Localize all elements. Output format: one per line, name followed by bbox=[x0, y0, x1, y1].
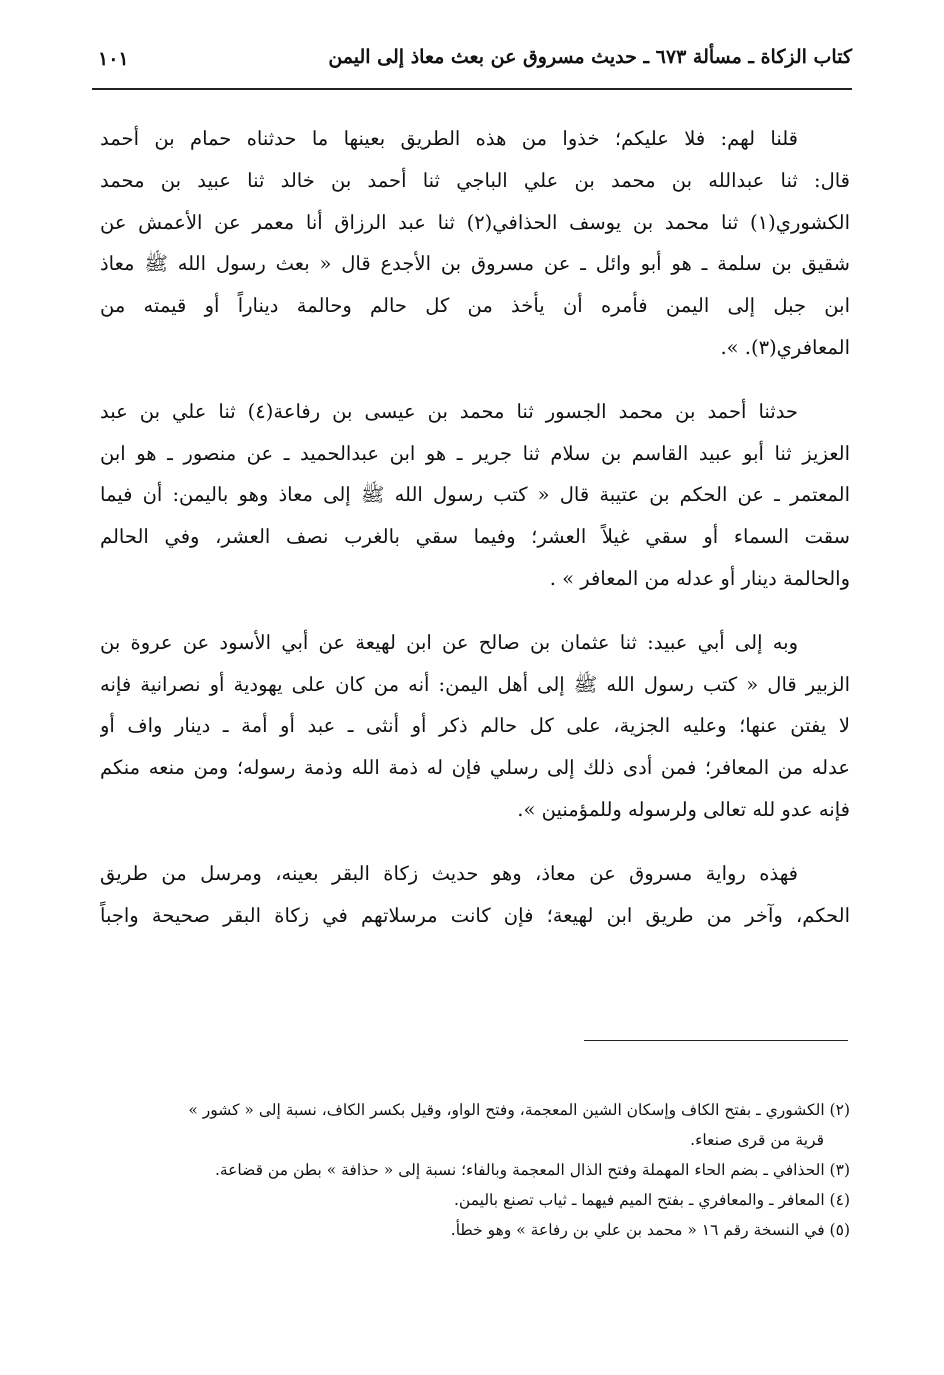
text-line: شقيق بن سلمة ـ هو أبو وائل ـ عن مسروق بن الأجدع قال « بعث رسول الله ﷺ معاذ bbox=[100, 252, 850, 276]
paragraph-2 bbox=[100, 391, 850, 600]
text-line: عدله من المعافر؛ فمن أدى ذلك إلى رسلي فإن له ذمة الله وذمة رسوله؛ ومن منعه منكم bbox=[100, 756, 850, 780]
text-line: فهذه رواية مسروق عن معاذ، وهو حديث زكاة البقر بعينه، ومرسل من طريق bbox=[100, 861, 798, 885]
header-title: كتاب الزكاة ـ مسألة ٦٧٣ ـ حديث مسروق عن بعث معاذ إلى اليمن bbox=[328, 46, 852, 68]
page-number: ١٠١ bbox=[98, 48, 129, 70]
text-line: لا يفتن عنها؛ وعليه الجزية، على كل حالم ذكر أو أنثى ـ عبد أو أمة ـ دينار واف أو bbox=[100, 714, 850, 738]
text-line: الكشوري(١) ثنا محمد بن يوسف الحذافي(٢) ثنا عبد الرزاق أنا معمر عن الأعمش عن bbox=[100, 210, 850, 234]
paragraph-4 bbox=[100, 853, 850, 937]
text-line: فإنه عدو لله تعالى ولرسوله وللمؤمنين ». bbox=[517, 797, 850, 821]
footnote-line: (٣) الحذافي ـ بضم الحاء المهملة وفتح الذال المعجمة وبالفاء؛ نسبة إلى « حذافة » بطن من قضاعة. bbox=[214, 1161, 850, 1179]
main-text bbox=[100, 118, 850, 936]
footnote-line: قرية من قرى صنعاء. bbox=[690, 1131, 824, 1149]
text-line: المعافري(٣). ». bbox=[720, 335, 850, 359]
text-line: المعتمر ـ عن الحكم بن عتيبة قال « كتب رسول الله ﷺ إلى معاذ وهو باليمن: أن فيما bbox=[100, 483, 850, 507]
footnote-line: (٢) الكشوري ـ بفتح الكاف وإسكان الشين المعجمة، وفتح الواو، وقيل بكسر الكاف، نسبة إلى « كشور » bbox=[188, 1101, 850, 1119]
text-line: الزبير قال « كتب رسول الله ﷺ إلى أهل اليمن: أنه من كان على يهودية أو نصرانية فإنه bbox=[100, 672, 850, 696]
text-line: قال: ثنا عبدالله بن محمد بن علي الباجي ثنا أحمد بن خالد ثنا عبيد بن محمد bbox=[100, 168, 850, 192]
footnotes bbox=[100, 1095, 850, 1245]
footnote-line: (٥) في النسخة رقم ١٦ « محمد بن علي بن رفاعة » وهو خطأ. bbox=[450, 1221, 850, 1239]
text-line: قلنا لهم: فلا عليكم؛ خذوا من هذه الطريق بعينها ما حدثناه حمام بن أحمد bbox=[100, 127, 798, 150]
text-line: ابن جبل إلى اليمن فأمره أن يأخذ من كل حالم وحالمة ديناراً أو قيمته من bbox=[100, 294, 850, 318]
text-line: حدثنا أحمد بن محمد الجسور ثنا محمد بن عيسى بن رفاعة(٤) ثنا علي بن عبد bbox=[100, 399, 798, 423]
running-header bbox=[92, 40, 852, 90]
footnote-divider bbox=[584, 1040, 848, 1041]
footnote-line: (٤) المعافر ـ والمعافري ـ بفتح الميم فيهما ـ ثياب تصنع باليمن. bbox=[453, 1191, 850, 1209]
text-line: سقت السماء أو سقي غيلاً العشر؛ وفيما سقي بالغرب نصف العشر، وفي الحالم bbox=[100, 525, 850, 549]
text-line: والحالمة دينار أو عدله من المعافر » . bbox=[549, 566, 850, 590]
text-line: الحكم، وآخر من طريق ابن لهيعة؛ فإن كانت مرسلاتهم في زكاة البقر صحيحة واجباً bbox=[100, 903, 850, 927]
paragraph-3 bbox=[100, 622, 850, 831]
paragraph-1 bbox=[100, 118, 850, 369]
text-line: العزيز ثنا أبو عبيد القاسم بن سلام ثنا جرير ـ هو ابن عبدالحميد ـ عن منصور ـ هو ابن bbox=[100, 441, 850, 465]
text-line: وبه إلى أبي عبيد: ثنا عثمان بن صالح عن ابن لهيعة عن أبي الأسود عن عروة بن bbox=[100, 630, 798, 654]
